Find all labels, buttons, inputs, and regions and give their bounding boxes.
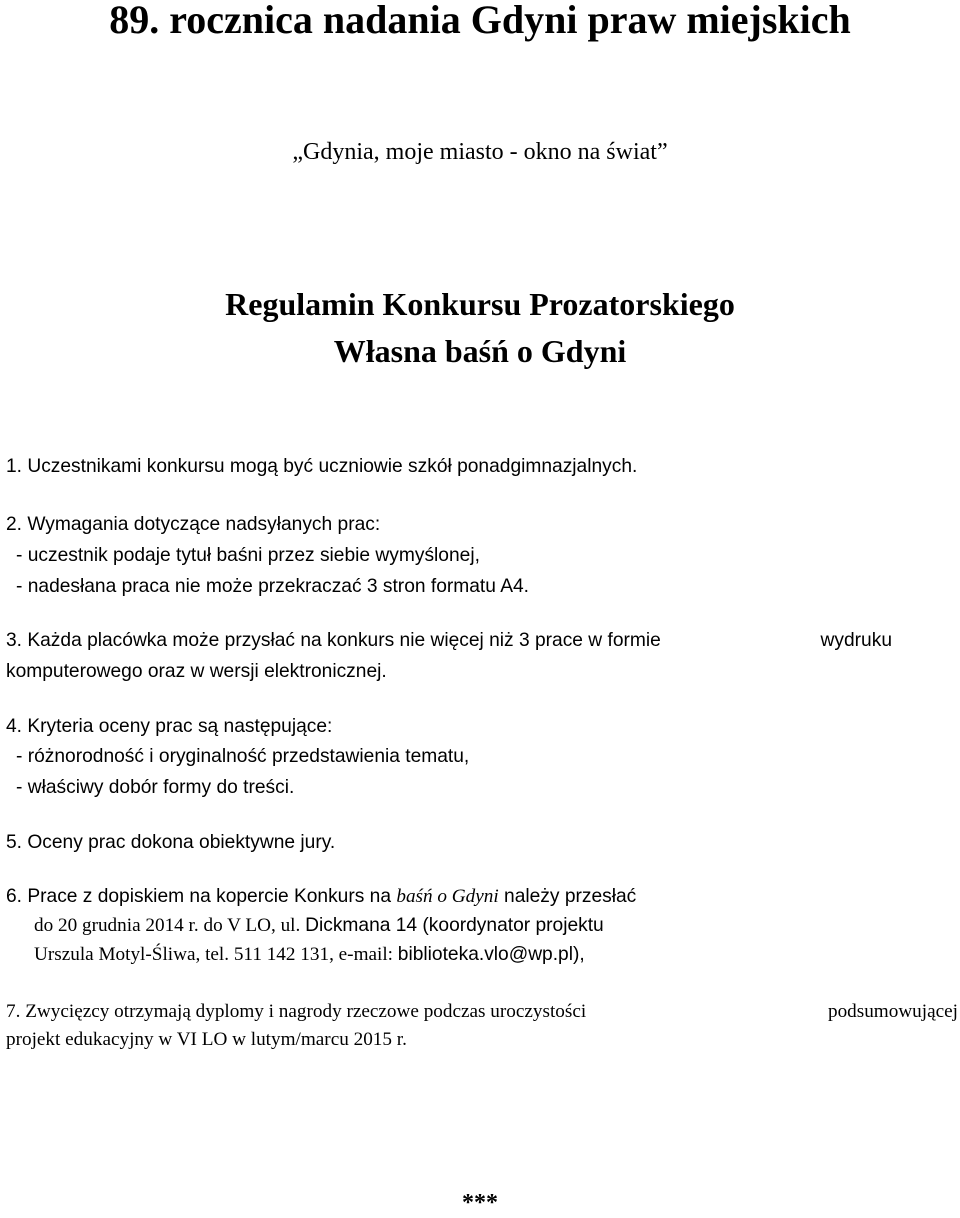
rule-2-item-2: - nadesłana praca nie może przekraczać 3 stron formatu A4. [16,576,529,597]
rule-5: 5. Oceny prac dokona obiektywne jury. [6,832,336,853]
rule-6-text-c: należy przesłać [498,886,637,907]
rule-6-contest-title: baśń o Gdyni [396,886,499,907]
rule-2-heading: 2. Wymagania dotyczące nadsyłanych prac: [6,514,381,535]
rule-6-email: biblioteka.vlo@wp.pl), [397,944,585,965]
rule-4-item-2: - właściwy dobór formy do treści. [16,777,295,798]
rule-7-line-1: 7. Zwycięzcy otrzymają dyplomy i nagrody rzeczowe podczas uroczystości [6,1001,587,1022]
motto: „Gdynia, moje miasto - okno na świat” [292,139,668,165]
closing-asterisks: *** [462,1190,498,1216]
rule-3-line-2: komputerowego oraz w wersji elektronicznej. [6,661,387,682]
rule-4-heading: 4. Kryteria oceny prac są następujące: [6,716,333,737]
rule-3-line-1: 3. Każda placówka może przysłać na konkurs nie więcej niż 3 prace w formie [6,630,661,651]
rule-6-line-1 [6,885,636,909]
rule-6-line-2 [34,914,604,938]
rule-1: 1. Uczestnikami konkursu mogą być uczniowie szkół ponadgimnazjalnych. [6,456,638,477]
rule-6-line-3 [34,943,585,967]
rule-6-contact: Urszula Motyl-Śliwa, tel. 511 142 131, e-mail: [34,944,398,965]
rule-2-item-1: - uczestnik podaje tytuł baśni przez siebie wymyślonej, [16,545,480,566]
regulation-title: Regulamin Konkursu Prozatorskiego [225,286,735,322]
document-title: 89. rocznica nadania Gdyni praw miejskich [109,0,851,42]
rule-6-text-a: 6. Prace z dopiskiem na kopercie Konkurs na [6,886,397,907]
rule-7-line-2: projekt edukacyjny w VI LO w lutym/marcu 2015 r. [6,1029,407,1050]
rule-6-coordinator-intro: Dickmana 14 (koordynator projektu [305,915,604,936]
rule-7-line-1-end: podsumowującej [827,1001,958,1022]
rule-3-line-1-end: wydruku [820,630,892,651]
contest-name: Własna baśń o Gdyni [333,333,627,369]
rule-6-date-address: do 20 grudnia 2014 r. do V LO, ul. [34,915,306,936]
rule-4-item-1: - różnorodność i oryginalność przedstawienia tematu, [16,746,470,767]
